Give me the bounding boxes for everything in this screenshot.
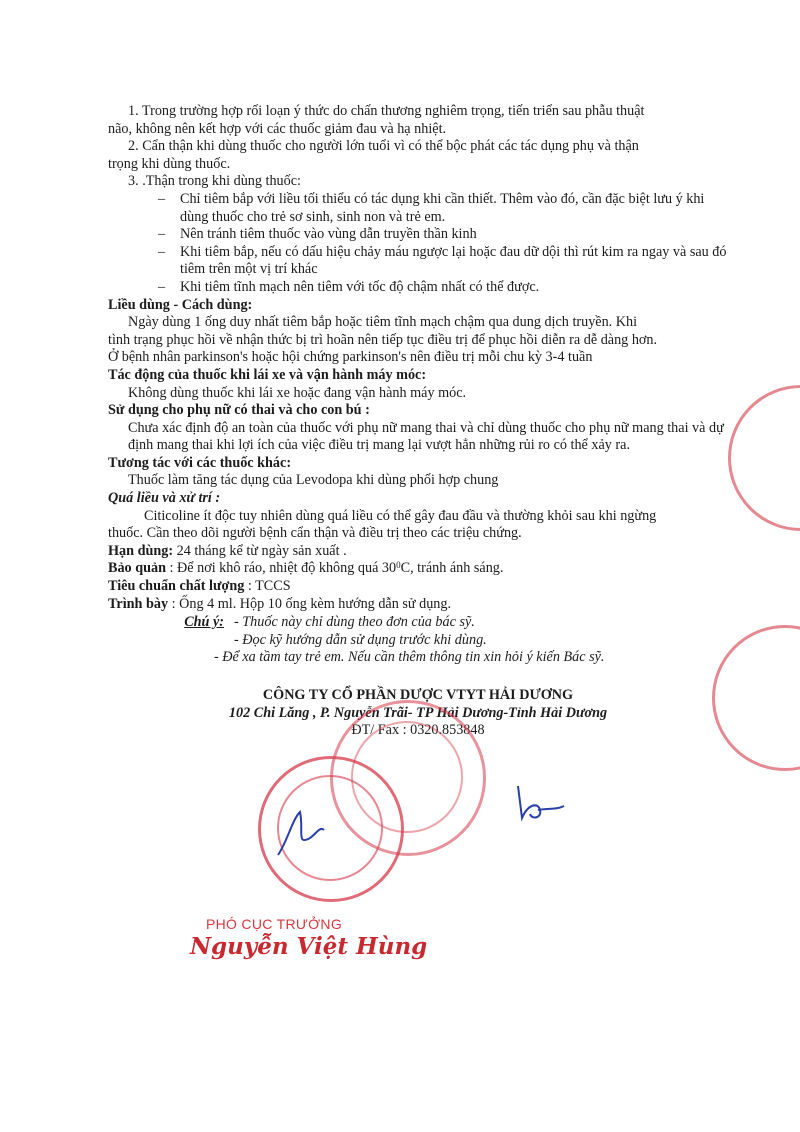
- document-body: [108, 103, 728, 740]
- packaging: Trình bày : Ống 4 ml. Hộp 10 ống kèm hướng dẫn sử dụng.: [108, 595, 452, 612]
- dosage-line: Ở bệnh nhân parkinson's hoặc hội chứng parkinson's nên điều trị mỗi chu kỳ 3-4 tuần: [108, 349, 593, 366]
- interactions-heading: Tương tác với các thuốc khác:: [108, 454, 292, 471]
- bullet-item: – Chỉ tiêm bắp với liều tối thiểu có tác dụng khi cần thiết. Thêm vào đó, cần đặc biệt lưu ý khi dùng thuốc cho trẻ sơ sinh, sinh non và trẻ em.: [158, 190, 705, 225]
- interactions-text: Thuốc làm tăng tác dụng của Levodopa khi dùng phối hợp chung: [128, 472, 499, 489]
- pregnancy-text: Chưa xác định độ an toàn của thuốc với phụ nữ mang thai và chỉ dùng thuốc cho phụ nữ mang thai và dự định mang thai khi lợi ích của việc điều trị mang lại vượt hẳn những rủi ro có thể xảy ra.: [128, 419, 724, 454]
- signature-mark: [270, 800, 330, 870]
- overdose-line: thuốc. Cần theo dõi người bệnh cẩn thận và điều trị theo các triệu chứng.: [108, 525, 522, 542]
- dosage-line: Ngày dùng 1 ống duy nhất tiêm bắp hoặc tiêm tĩnh mạch chậm qua dung dịch truyền. Khi: [128, 314, 638, 331]
- driving-heading: Tác động của thuốc khi lái xe và vận hành máy móc:: [108, 366, 427, 383]
- company-address: 102 Chi Lăng , P. Nguyễn Trãi- TP Hải Dương-Tỉnh Hải Dương: [228, 704, 608, 721]
- precaution-line: 1. Trong trường hợp rối loạn ý thức do chấn thương nghiêm trọng, tiến triển sau phẫu thuật: [128, 103, 645, 119]
- precaution-line: 2. Cẩn thận khi dùng thuốc cho người lớn tuổi vì có thể bộc phát các tác dụng phụ và thận: [128, 138, 639, 155]
- note-line: - Để xa tầm tay trẻ em. Nếu cần thêm thông tin xin hỏi ý kiến Bác sỹ.: [214, 649, 605, 666]
- note-block: [108, 614, 728, 667]
- precaution-line: trọng khi dùng thuốc.: [108, 155, 231, 172]
- precaution-line: 3. .Thận trong khi dùng thuốc:: [128, 173, 301, 190]
- pregnancy-heading: Sử dụng cho phụ nữ có thai và cho con bú :: [108, 402, 370, 419]
- note-line: - Thuốc này chỉ dùng theo đơn của bác sỹ.: [234, 614, 475, 631]
- overdose-heading: Quá liều và xử trí :: [108, 490, 221, 507]
- precaution-line: não, không nên kết hợp với các thuốc giảm đau và hạ nhiệt.: [108, 120, 447, 137]
- company-signature: [508, 780, 568, 830]
- dosage-heading: Liều dùng - Cách dùng:: [108, 296, 253, 313]
- bullet-item: – Nên tránh tiêm thuốc vào vùng dẫn truyền thần kinh: [158, 226, 477, 243]
- note-line: - Đọc kỹ hướng dẫn sử dụng trước khi dùng.: [234, 631, 487, 648]
- overdose-line: Citicoline ít độc tuy nhiên dùng quá liều có thể gây đau đầu và thường khỏi sau khi ngừng: [144, 507, 657, 524]
- company-fax: ĐT/ Fax : 0320.853848: [351, 722, 485, 739]
- dosage-line: tình trạng phục hồi về nhận thức bị trì hoãn nên tiếp tục điều trị để phục hồi diễn ra dễ dàng hơn.: [108, 331, 658, 348]
- approver-signature-name: Nguyễn Việt Hùng: [190, 933, 428, 960]
- bullet-item: – Khi tiêm tĩnh mạch nên tiêm với tốc độ chậm nhất có thể được.: [158, 278, 540, 295]
- storage: Bảo quản : Để nơi khô ráo, nhiệt độ không quá $30^0C$, tránh ánh sáng.: [108, 560, 504, 577]
- margin-stamp-top: [728, 385, 800, 531]
- note-label: Chú ý:: [184, 614, 224, 631]
- quality-standard: Tiêu chuẩn chất lượng : TCCS: [108, 578, 291, 595]
- driving-text: Không dùng thuốc khi lái xe hoặc đang vận hành máy móc.: [128, 384, 467, 401]
- approver-title: PHÓ CỤC TRƯỞNG: [206, 916, 343, 932]
- company-name: CÔNG TY CỔ PHẦN DƯỢC VTYT HẢI DƯƠNG: [262, 687, 574, 703]
- shelf-life: Hạn dùng: 24 tháng kể từ ngày sản xuất .: [108, 542, 347, 559]
- bullet-item: – Khi tiêm bắp, nếu có dấu hiệu chảy máu ngược lại hoặc đau dữ dội thì rút kim ra ngay và sau đó tiêm trên một vị trí khác: [158, 243, 727, 278]
